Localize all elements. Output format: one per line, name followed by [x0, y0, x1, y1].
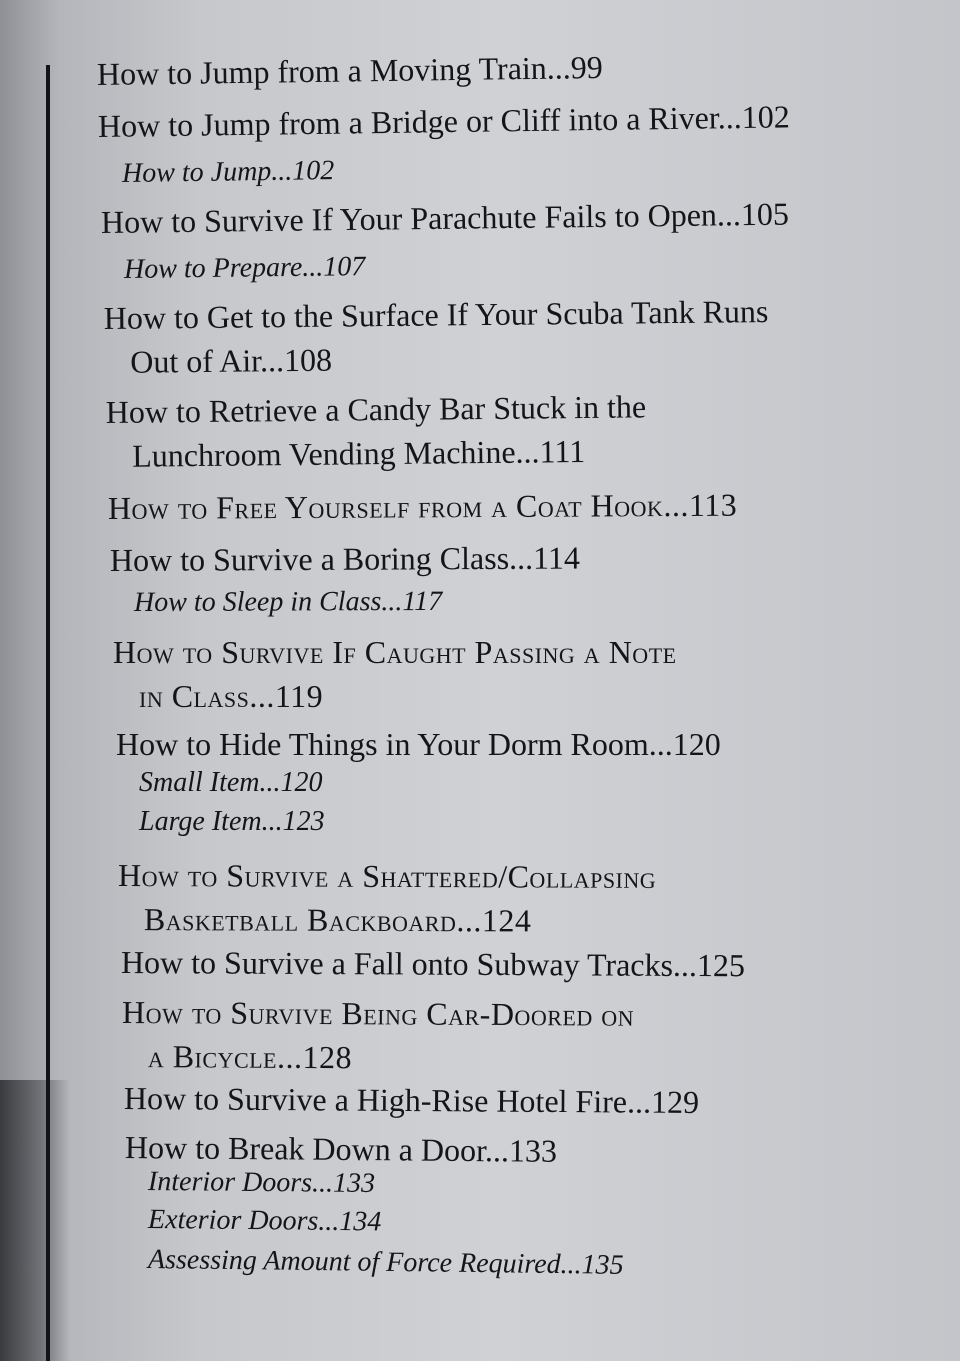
toc-subentry: Assessing Amount of Force Required...135	[147, 1244, 624, 1281]
toc-entry-jump-bridge	[98, 94, 790, 148]
toc-subentry: Large Item...123	[139, 806, 325, 837]
toc-entry-dorm-room	[116, 722, 721, 766]
toc-entry-title-line1: How to Survive If Caught Passing a Note	[113, 634, 677, 670]
toc-subentry: Small Item...120	[139, 767, 323, 798]
toc-entry-parachute	[101, 192, 789, 244]
toc-entry-subway	[121, 940, 745, 987]
toc-subentry: How to Jump...102	[121, 155, 335, 189]
toc-entry-title: How to Jump from a Moving Train...99	[96, 48, 603, 92]
toc-entry-candy-bar	[106, 384, 647, 478]
toc-subentry: How to Prepare...107	[123, 251, 366, 285]
toc-entry-title-line1: How to Get to the Surface If Your Scuba Tank Runs	[103, 293, 769, 337]
toc-entry-title: How to Survive a Fall onto Subway Tracks...125	[120, 944, 746, 984]
toc-subentry: Interior Doors...133	[147, 1166, 376, 1199]
toc-subentry: How to Sleep in Class...117	[133, 585, 443, 618]
toc-entry-boring-class	[110, 536, 580, 582]
toc-entry-jump-train	[97, 45, 603, 96]
toc-entry-title-line2: in Class...119	[139, 678, 324, 714]
toc-entry-title: How to Hide Things in Your Dorm Room...120	[116, 726, 721, 762]
toc-entry-title-line2: Lunchroom Vending Machine...111	[132, 432, 586, 474]
toc-entry-title: How to Survive a Boring Class...114	[109, 539, 580, 578]
toc-entry-title: How to Free Yourself from a Coat Hook...113	[107, 486, 738, 526]
toc-entry-scuba	[104, 289, 770, 384]
toc-entry-title-line2: Out of Air...108	[130, 341, 333, 380]
toc-entry-title-line1: How to Survive a Shattered/Collapsing	[118, 857, 657, 895]
toc-entry-backboard	[118, 853, 656, 943]
toc-entry-title: How to Jump from a Bridge or Cliff into a River...102	[97, 98, 790, 144]
toc-entry-coat-hook	[108, 483, 737, 530]
toc-entry-title-line1: How to Retrieve a Candy Bar Stuck in the	[105, 388, 647, 431]
toc-entry-title-line1: How to Survive Being Car-Doored on	[122, 994, 635, 1033]
toc-entry-car-doored	[122, 990, 634, 1081]
toc-entry-hotel-fire	[124, 1076, 699, 1124]
toc-entry-title-line2: a Bicycle...128	[147, 1038, 353, 1076]
toc-entry-title: How to Survive If Your Parachute Fails to Open...105	[100, 195, 790, 240]
toc-entry-title: How to Break Down a Door...133	[124, 1129, 558, 1169]
toc-entry-title: How to Survive a High-Rise Hotel Fire...129	[123, 1080, 700, 1121]
toc-entry-passing-note	[113, 630, 677, 718]
toc-subentry: Exterior Doors...134	[147, 1204, 382, 1238]
toc-entry-title-line2: Basketball Backboard...124	[143, 901, 532, 939]
